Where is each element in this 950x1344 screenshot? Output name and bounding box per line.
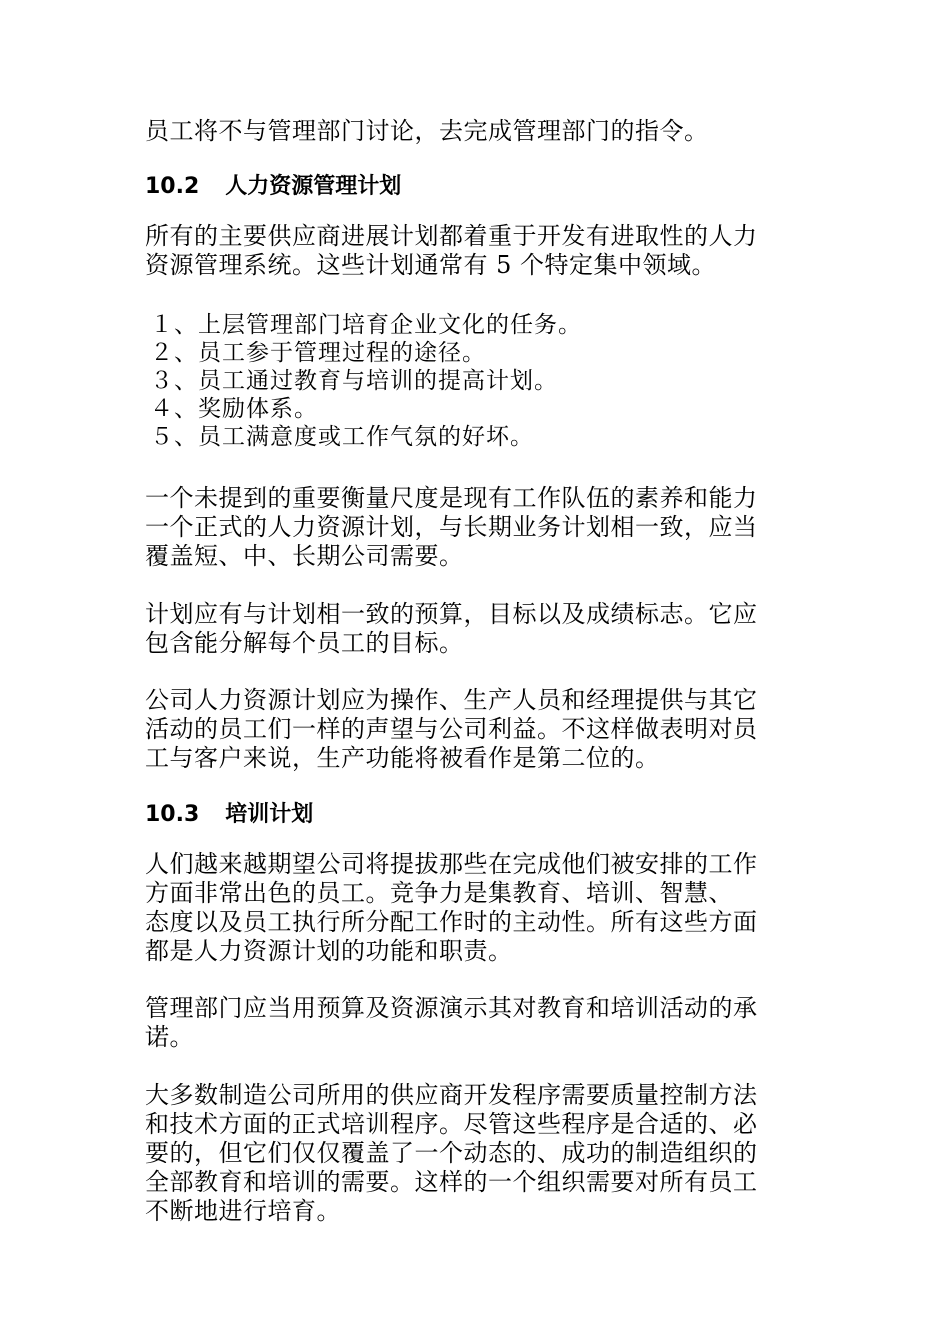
list-item: ３、员工通过教育与培训的提高计划。: [150, 368, 558, 394]
paragraph-line: 管理部门应当用预算及资源演示其对教育和培训活动的承: [145, 994, 758, 1022]
list-item: ５、员工满意度或工作气氛的好坏。: [150, 424, 534, 450]
section-number: 10.2: [145, 174, 200, 199]
paragraph-line: 资源管理系统。这些计划通常有 5 个特定集中领域。: [145, 251, 717, 279]
section-heading-10-3: [145, 800, 815, 829]
section-10-3-paragraph-3: [145, 1081, 815, 1226]
paragraph-line: 诺。: [145, 1023, 194, 1051]
heading-text: [145, 172, 815, 201]
list-item: ４、奖励体系。: [150, 396, 318, 422]
paragraph-line: 都是人力资源计划的功能和职责。: [145, 937, 513, 965]
paragraph-line: 态度以及员工执行所分配工作时的主动性。所有这些方面: [145, 908, 758, 936]
paragraph-line: 全部教育和培训的需要。这样的一个组织需要对所有员工: [145, 1168, 758, 1196]
paragraph-line: 要的，但它们仅仅覆盖了一个动态的、成功的制造组织的: [145, 1139, 758, 1167]
paragraph-line: 人们越来越期望公司将提拔那些在完成他们被安排的工作: [145, 850, 758, 878]
paragraph-line: 一个正式的人力资源计划，与长期业务计划相一致，应当: [145, 513, 758, 541]
paragraph-line: 和技术方面的正式培训程序。尽管这些程序是合适的、必: [145, 1110, 758, 1138]
section-number: 10.3: [145, 802, 200, 827]
section-title: 培训计划: [225, 802, 314, 827]
section-10-3-paragraph-2: [145, 994, 815, 1052]
paragraph-line: 计划应有与计划相一致的预算，目标以及成绩标志。它应: [145, 600, 758, 628]
paragraph-line: 活动的员工们一样的声望与公司利益。不这样做表明对员: [145, 715, 758, 743]
paragraph-line: 员工将不与管理部门讨论，去完成管理部门的指令。: [145, 117, 709, 145]
paragraph-line: 一个未提到的重要衡量尺度是现有工作队伍的素养和能力: [145, 484, 758, 512]
section-10-2-paragraph-4: [145, 686, 815, 773]
heading-text: [145, 800, 815, 829]
intro-paragraph: [145, 117, 815, 146]
section-heading-10-2: [145, 172, 815, 201]
paragraph-line: 方面非常出色的员工。竞争力是集教育、培训、智慧、: [145, 879, 733, 907]
section-10-2-paragraph-1: [145, 222, 815, 280]
section-10-2-paragraph-3: [145, 600, 815, 658]
paragraph-line: 大多数制造公司所用的供应商开发程序需要质量控制方法: [145, 1081, 758, 1109]
section-title: 人力资源管理计划: [225, 174, 402, 199]
section-10-3-paragraph-1: [145, 850, 815, 966]
list-item: ２、员工参于管理过程的途径。: [150, 340, 486, 366]
list-item: １、上层管理部门培育企业文化的任务。: [150, 312, 582, 338]
paragraph-line: 所有的主要供应商进展计划都着重于开发有进取性的人力: [145, 222, 758, 250]
paragraph-line: 不断地进行培育。: [145, 1197, 341, 1225]
focus-area-list: [145, 311, 815, 451]
section-10-2-paragraph-2: [145, 484, 815, 571]
paragraph-line: 覆盖短、中、长期公司需要。: [145, 542, 464, 570]
paragraph-line: 工与客户来说，生产功能将被看作是第二位的。: [145, 744, 660, 772]
paragraph-line: 包含能分解每个员工的目标。: [145, 629, 464, 657]
paragraph-line: 公司人力资源计划应为操作、生产人员和经理提供与其它: [145, 686, 758, 714]
